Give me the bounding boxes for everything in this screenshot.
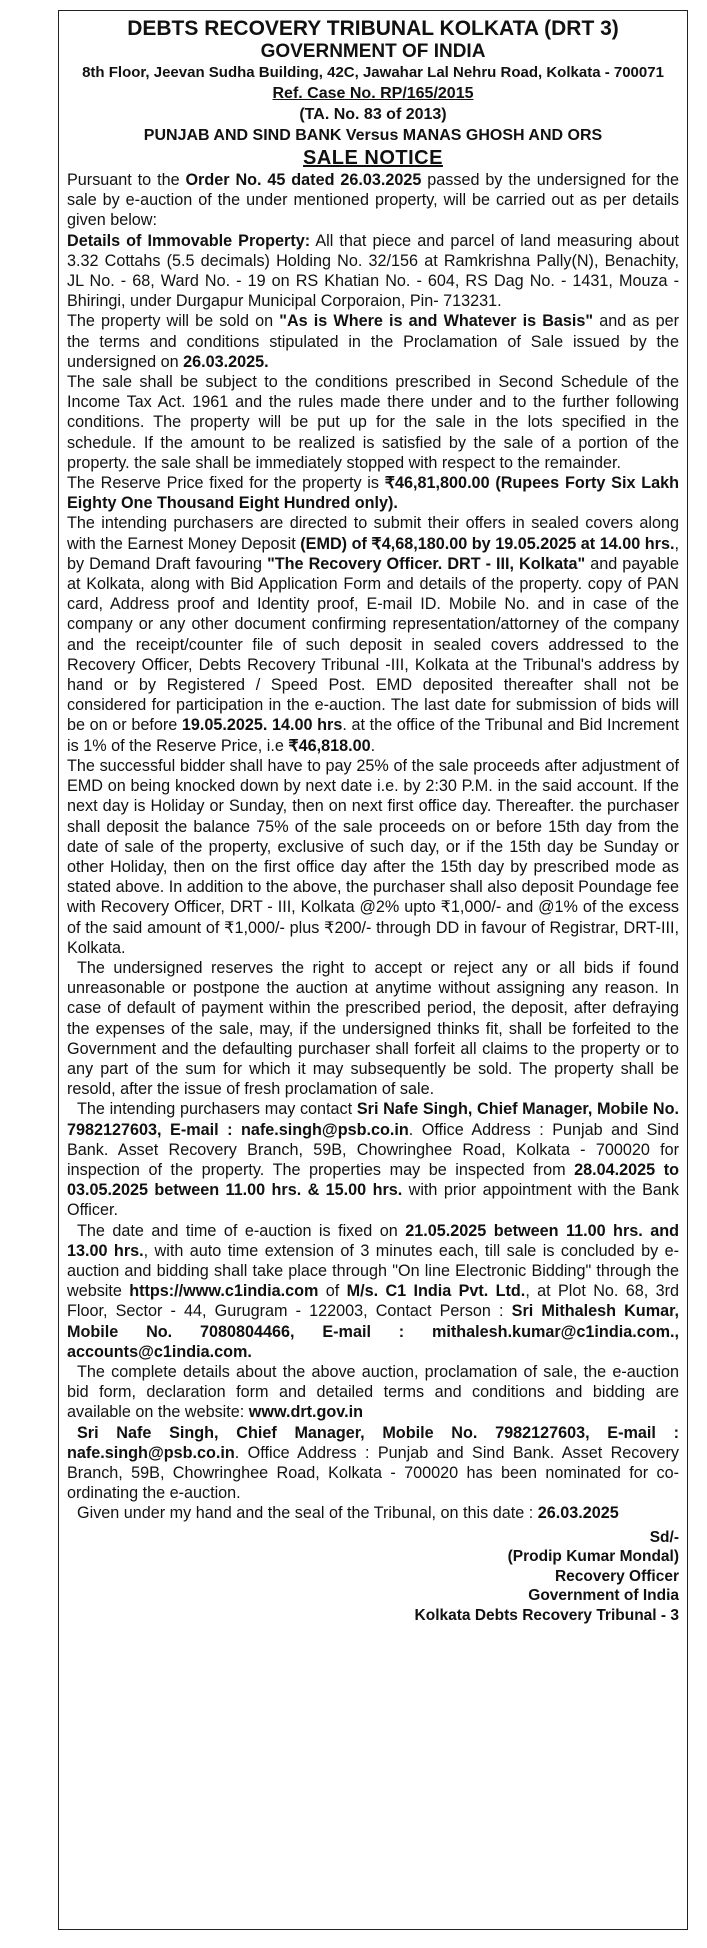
eauction-schedule-paragraph: The date and time of e-auction is fixed on 21.05.2025 between 11.00 hrs. and 13.00 hrs., with auto time extension of 3 minutes each, till sale is concluded by e-auction and bidding shall take place through "On line Electronic Bidding" through the website https://www.c1india.com of M/s. C1 India Pvt. Ltd., at Plot No. 68, 3rd Floor, Sector - 44, Gurugram - 122003, Contact Person : Sri Mithalesh Kumar, Mobile No. 7080804466, E-mail : mithalesh.kumar@c1india.com., accounts@c1india.com. bbox=[67, 1221, 680, 1361]
rights-reserved-paragraph: The undersigned reserves the right to accept or reject any or all bids if found unreasonable or postpone the auction at anytime without assigning any reason. In case of default of payment within the prescribed period, the deposit, after defraying the expenses of the sale, may, if the undersigned thinks fit, shall be forfeited to the Government and the defaulting purchaser shall forfeit all claims to the property or to any part of the sum for which it may subsequently be sold. The property shall be resold, after the issue of fresh proclamation of sale. bbox=[67, 958, 679, 1099]
emd-paragraph: The intending purchasers are directed to submit their offers in sealed covers along with the Earnest Money Deposit (EMD) of ₹4,68,180.00 by 19.05.2025 at 14.00 hrs., by Demand Draft favouring "The Recovery Officer. DRT - III, Kolkata" and payable at Kolkata, along with Bid Application Form and details of the property. copy of PAN card, Address proof and Identity proof, E-mail ID. Mobile No. and in case of the company or any other document confirming representation/attorney of the company and the receipt/counter file of such deposit in sealed covers addressed to the Recovery Officer, Debts Recovery Tribunal -III, Kolkata at the Tribunal's address by hand or by Registered / Speed Post. EMD deposited thereafter shall not be considered for participation in the e-auction. The last date for submission of bids will be on or before 19.05.2025. 14.00 hrs. at the office of the Tribunal and Bid Increment is 1% of the Reserve Price, i.e ₹46,818.00. bbox=[67, 514, 679, 755]
inspection-contact-paragraph: The intending purchasers may contact Sri Nafe Singh, Chief Manager, Mobile No. 7982127603, E-mail : nafe.singh@psb.co.in. Office Address : Punjab and Sind Bank. Asset Recovery Branch, 59B, Chowringhee Road, Kolkata - 700020 for inspection of the property. The properties may be inspected from 28.04.2025 to 03.05.2025 between 11.00 hrs. & 15.00 hrs. with prior appointment with the Bank Officer. bbox=[67, 1100, 680, 1220]
reserve-price-paragraph: The Reserve Price fixed for the property is ₹46,81,800.00 (Rupees Forty Six Lakh Eighty One Thousand Eight Hundred only). bbox=[67, 474, 679, 513]
notice-title: SALE NOTICE bbox=[303, 147, 443, 169]
signatory-name: (Prodip Kumar Mondal) bbox=[507, 1548, 679, 1566]
payment-terms-paragraph: The successful bidder shall have to pay 25% of the sale proceeds after adjustment of EMD on being knocked down by next date i.e. by 2:30 P.M. in the said account. If the next day is Holiday or Sunday, then on next first office day. Thereafter. the purchaser shall deposit the balance 75% of the sale proceeds on or before 15th day from the date of sale of the property, exclusive of such day, or if the 15th day be Sunday or other Holiday, then on the first office day after the 15th day by prescribed mode as stated above. In addition to the above, the purchaser shall also deposit Poundage fee with Recovery Officer, DRT - III, Kolkata @2% upto ₹1,000/- and @1% of the excess of the said amount of ₹1,000/- plus ₹200/- through DD in favour of Registrar, DRT-III, Kolkata. bbox=[67, 756, 679, 957]
given-under-hand-paragraph: Given under my hand and the seal of the Tribunal, on this date : 26.03.2025 bbox=[77, 1504, 619, 1523]
property-details-paragraph: Details of Immovable Property: All that piece and parcel of land measuring about 3.32 Cottahs (5.5 decimals) Holding No. 32/156 at Ramkrishna Pally(N), Benachity, JL No. - 68, Ward No. - 19 on RS Khatian No. - 604, RS Dag No. - 1431, Mouza - Bhiringi, under Durgapur Municipal Corporaion, Pin- 713231. bbox=[67, 231, 679, 311]
order-paragraph: Pursuant to the Order No. 45 dated 26.03.2025 passed by the undersigned for the sale by e-auction of the under mentioned property, will be carried out as per details given below: bbox=[67, 171, 679, 230]
website-details-paragraph: The complete details about the above auction, proclamation of sale, the e-auction bid form, declaration form and detailed terms and conditions and bidding are available on the website: www.drt.gov.in bbox=[67, 1362, 679, 1422]
sale-notice bbox=[58, 10, 688, 1930]
coordinator-paragraph: Sri Nafe Singh, Chief Manager, Mobile No. 7982127603, E-mail : nafe.singh@psb.co.in. Office Address : Punjab and Sind Bank. Asset Recovery Branch, 59B, Chowringhee Road, Kolkata - 700020 has been nominated for co-ordinating the e-auction. bbox=[67, 1423, 679, 1503]
case-parties: PUNJAB AND SIND BANK Versus MANAS GHOSH AND ORS bbox=[143, 127, 603, 144]
signatory-tribunal: Kolkata Debts Recovery Tribunal - 3 bbox=[414, 1606, 679, 1624]
signature-block bbox=[67, 1528, 679, 1626]
ref-case-number: Ref. Case No. RP/165/2015 bbox=[272, 85, 474, 102]
ta-number: (TA. No. 83 of 2013) bbox=[299, 106, 447, 123]
signature-sd: Sd/- bbox=[649, 1528, 679, 1546]
signatory-designation: Recovery Officer bbox=[554, 1567, 679, 1585]
tribunal-heading: DEBTS RECOVERY TRIBUNAL KOLKATA (DRT 3) bbox=[127, 17, 619, 40]
tribunal-address: 8th Floor, Jeevan Sudha Building, 42C, Jawahar Lal Nehru Road, Kolkata - 700071 bbox=[82, 64, 664, 81]
government-heading: GOVERNMENT OF INDIA bbox=[260, 41, 486, 62]
sale-conditions-paragraph: The sale shall be subject to the conditions prescribed in Second Schedule of the Income Tax Act. 1961 and the rules made there under and to the further following conditions. The property will be put up for the sale in the lots specified in the schedule. If the amount to be realized is satisfied by the sale of a portion of the property. the sale shall be immediately stopped with respect to the remainder. bbox=[67, 373, 679, 472]
signatory-government: Government of India bbox=[528, 1587, 679, 1605]
sale-basis-paragraph: The property will be sold on "As is Where is and Whatever is Basis" and as per the terms and conditions stipulated in the Proclamation of Sale issued by the undersigned on 26.03.2025. bbox=[67, 312, 679, 371]
